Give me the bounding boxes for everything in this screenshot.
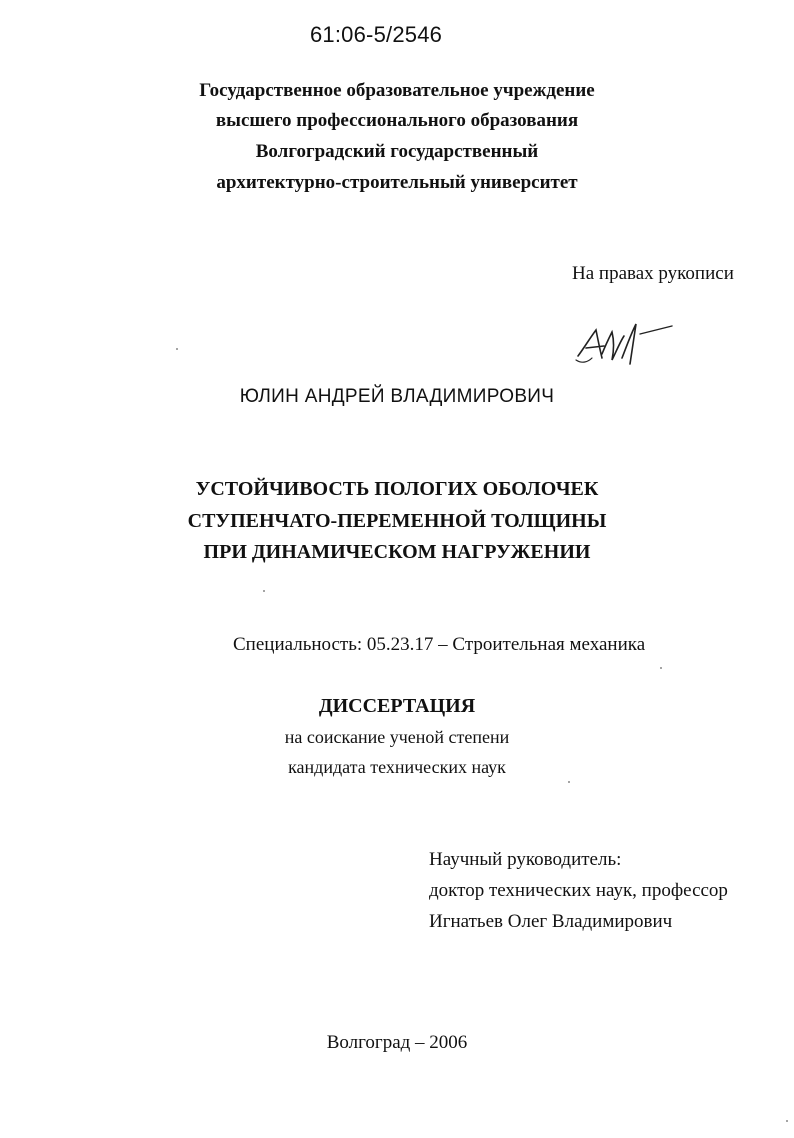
author-name: ЮЛИН АНДРЕЙ ВЛАДИМИРОВИЧ: [239, 386, 555, 407]
supervisor-label: Научный руководитель:: [429, 849, 622, 870]
supervisor-name: Игнатьев Олег Владимирович: [429, 911, 673, 932]
institution-line-2: высшего профессионального образования: [215, 110, 579, 131]
degree-line-1: на соискание ученой степени: [284, 727, 510, 747]
degree-line-2: кандидата технических наук: [288, 757, 506, 777]
dissertation-heading: ДИССЕРТАЦИЯ: [318, 695, 476, 717]
title-line-1: УСТОЙЧИВОСТЬ ПОЛОГИХ ОБОЛОЧЕК: [195, 478, 599, 500]
scan-speck: [263, 590, 265, 592]
supervisor-degree: доктор технических наук, профессор: [429, 880, 728, 901]
specialty-line: Специальность: 05.23.17 – Строительная механика: [233, 634, 646, 655]
scan-speck: [660, 667, 662, 669]
scan-speck: [176, 348, 178, 350]
title-line-3: ПРИ ДИНАМИЧЕСКОМ НАГРУЖЕНИИ: [203, 541, 591, 563]
institution-line-3: Волгоградский государственный: [255, 141, 539, 162]
scan-speck: [568, 781, 570, 783]
institution-line-4: архитектурно-строительный университет: [216, 172, 578, 193]
archive-number: 61:06-5/2546: [310, 22, 443, 47]
scan-speck: [786, 1120, 788, 1122]
handwritten-signature: [572, 318, 677, 368]
title-line-2: СТУПЕНЧАТО-ПЕРЕМЕННОЙ ТОЛЩИНЫ: [187, 510, 607, 532]
manuscript-rights-note: На правах рукописи: [572, 263, 734, 284]
institution-line-1: Государственное образовательное учреждение: [199, 80, 595, 101]
city-and-year: Волгоград – 2006: [326, 1032, 468, 1053]
